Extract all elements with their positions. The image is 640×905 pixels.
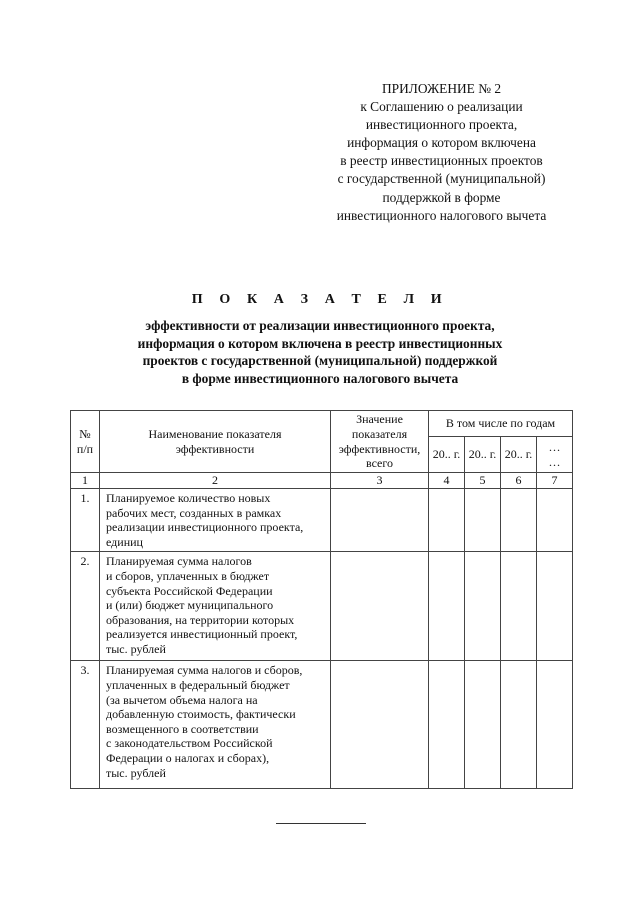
column-number: 3 (331, 473, 429, 489)
year-value-cell (465, 552, 501, 661)
header-year: 20.. г. (501, 437, 537, 473)
indicator-name: Планируемая сумма налогов и сборов, уплаченных в федеральный бюджет (за вычетом объема налога на добавленную стоимость, фактически возмещенного в соответствии с законодательством Российской Федерации о налогах и сборах), тыс. рублей (100, 661, 331, 789)
appendix-line: ПРИЛОЖЕНИЕ № 2 (381, 81, 502, 96)
appendix-line: инвестиционного налогового вычета (336, 207, 547, 223)
row-number: 3. (71, 661, 100, 789)
year-value-cell (537, 661, 573, 789)
column-number: 5 (465, 473, 501, 489)
total-value-cell (331, 661, 429, 789)
year-value-cell (429, 489, 465, 552)
indicator-name: Планируемое количество новых рабочих мест, созданных в рамках реализации инвестиционного проекта, единиц (100, 489, 331, 552)
column-number: 7 (537, 473, 573, 489)
subtitle-line: проектов с государственной (муниципальной) поддержкой (142, 353, 498, 369)
subtitle-line: в форме инвестиционного налогового вычета (181, 370, 459, 386)
appendix-line: в реестр инвестиционных проектов (340, 153, 543, 169)
table-row (71, 489, 573, 552)
column-number: 6 (501, 473, 537, 489)
year-value-cell (537, 552, 573, 661)
column-number: 1 (71, 473, 100, 489)
column-number: 2 (100, 473, 331, 489)
year-value-cell (501, 661, 537, 789)
subtitle-line: информация о котором включена в реестр инвестиционных (137, 335, 503, 351)
appendix-line: информация о котором включена (347, 135, 536, 151)
year-value-cell (501, 552, 537, 661)
header-indicator-name: Наименование показателя эффективности (100, 411, 331, 473)
table-row (71, 661, 573, 789)
year-value-cell (429, 661, 465, 789)
year-value-cell (501, 489, 537, 552)
table-row (71, 552, 573, 661)
subtitle-line: эффективности от реализации инвестиционного проекта, (145, 318, 495, 333)
year-value-cell (537, 489, 573, 552)
header-year: 20.. г. (465, 437, 501, 473)
footer-divider (276, 823, 366, 824)
document-subtitle (70, 317, 570, 387)
row-number: 1. (71, 489, 100, 552)
header-num: № п/п (71, 411, 100, 473)
header-year-extra: … … (537, 437, 573, 473)
appendix-line: с государственной (муниципальной) (337, 171, 546, 187)
header-total-value: Значение показателя эффективности, всего (331, 411, 429, 473)
appendix-line: к Соглашению о реализации (360, 99, 523, 115)
year-value-cell (465, 489, 501, 552)
header-row (71, 411, 573, 437)
document-title: П О К А З А Т Е Л И (191, 292, 449, 307)
indicator-name: Планируемая сумма налогов и сборов, уплаченных в бюджет субъекта Российской Федерации и (или) бюджет муниципального образования, на территории которых реализуется инвестиционный проект, тыс. рублей (100, 552, 331, 661)
column-number: 4 (429, 473, 465, 489)
header-year: 20.. г. (429, 437, 465, 473)
column-number-row (71, 473, 573, 489)
row-number: 2. (71, 552, 100, 661)
year-value-cell (465, 661, 501, 789)
appendix-line: поддержкой в форме (382, 189, 501, 205)
total-value-cell (331, 489, 429, 552)
appendix-line: инвестиционного проекта, (365, 117, 518, 133)
indicators-table (70, 410, 573, 789)
year-value-cell (429, 552, 465, 661)
total-value-cell (331, 552, 429, 661)
header-years-group: В том числе по годам (429, 411, 573, 437)
appendix-header (300, 80, 583, 225)
